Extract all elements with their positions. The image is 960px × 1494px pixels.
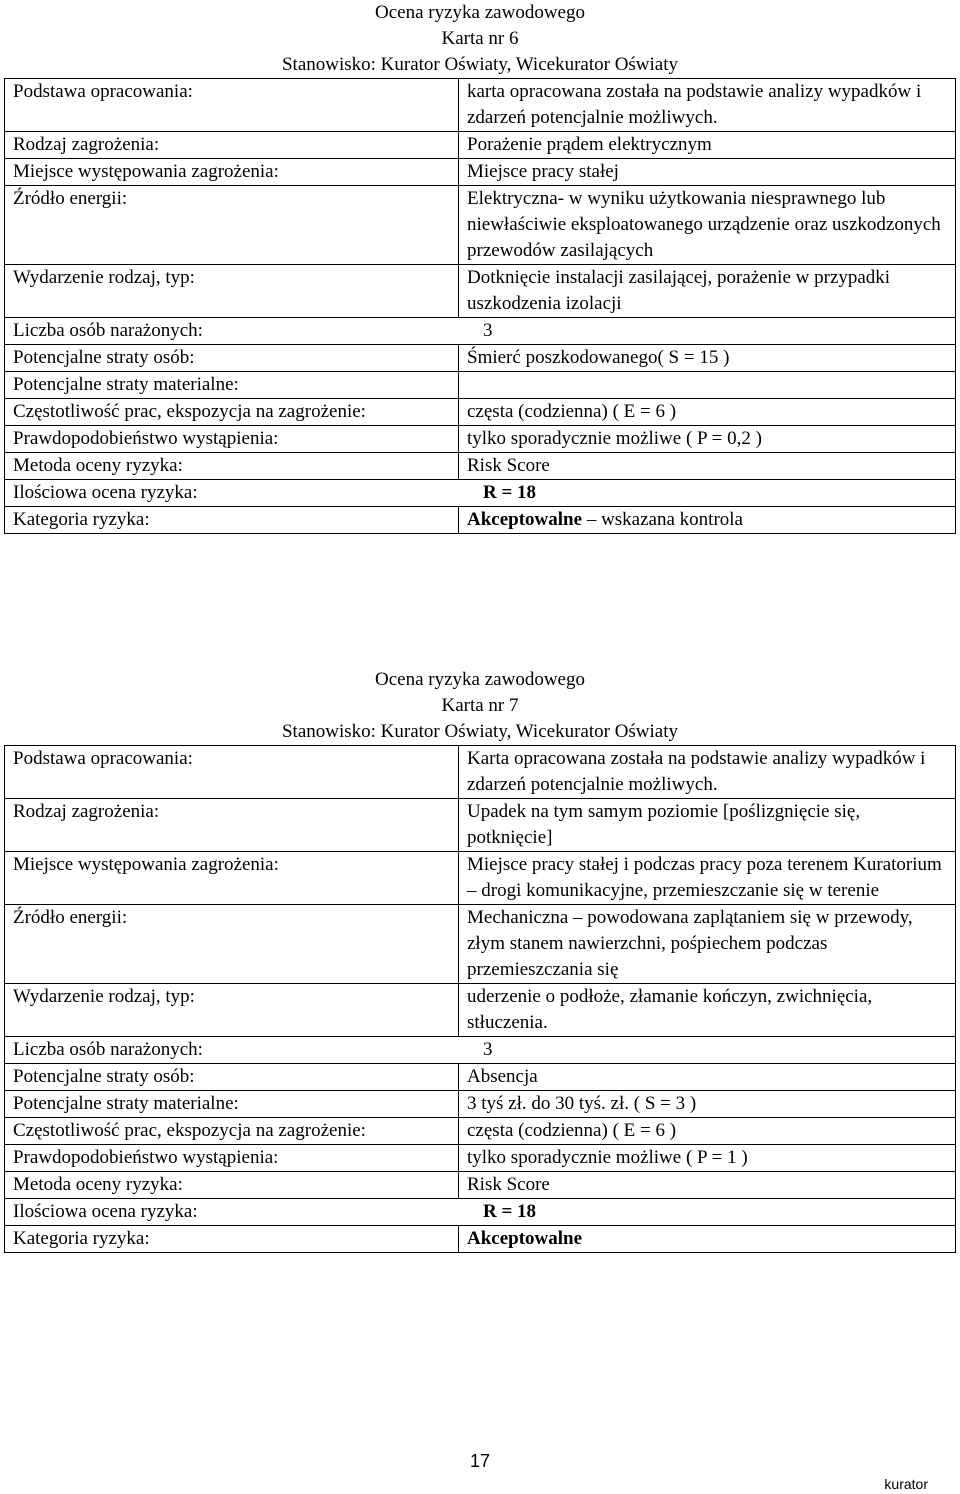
row-value: tylko sporadycznie możliwe ( P = 0,2 ) (459, 426, 956, 453)
table-row (5, 453, 956, 480)
exposed-row (5, 318, 956, 345)
table-row (5, 1064, 956, 1091)
card-number: Karta nr 7 (441, 695, 519, 716)
row-label: Prawdopodobieństwo wystąpienia: (5, 1145, 459, 1172)
table-row (5, 507, 956, 534)
row-value: Elektryczna- w wyniku użytkowania niesprawnego lub niewłaściwie eksploatowanego urządzenie oraz uszkodzonych przewodów zasilających (459, 186, 956, 265)
row-value: Karta opracowana została na podstawie analizy wypadków i zdarzeń potencjalnie możliwych. (459, 746, 956, 799)
table-row (5, 746, 956, 799)
row-label: Potencjalne straty osób: (5, 1064, 459, 1091)
risk-table (4, 78, 956, 534)
row-value: Dotknięcie instalacji zasilającej, porażenie w przypadki uszkodzenia izolacji (459, 265, 956, 318)
table-row (5, 1037, 956, 1064)
category-value: Akceptowalne (459, 1226, 956, 1253)
quant-value: R = 18 (483, 1201, 537, 1222)
row-label: Rodzaj zagrożenia: (5, 132, 459, 159)
quant-row (5, 480, 956, 507)
card-position: Stanowisko: Kurator Oświaty, Wicekurator Oświaty (281, 721, 679, 742)
row-label: Rodzaj zagrożenia: (5, 799, 459, 852)
dash-glyph: – (586, 509, 602, 530)
table-row (5, 426, 956, 453)
card-position: Stanowisko: Kurator Oświaty, Wicekurator Oświaty (281, 54, 679, 75)
category-value: Akceptowalne (467, 509, 583, 530)
table-row (5, 480, 956, 507)
row-label: Metoda oceny ryzyka: (5, 1172, 459, 1199)
row-label: Częstotliwość prac, ekspozycja na zagrożenie: (5, 399, 459, 426)
row-value: Miejsce pracy stałej i podczas pracy poza terenem Kuratorium – drogi komunikacyjne, przemieszczanie się w terenie (459, 852, 956, 905)
row-value: karta opracowana została na podstawie analizy wypadków i zdarzeń potencjalnie możliwych. (459, 79, 956, 132)
quant-value: R = 18 (483, 482, 537, 503)
row-value: Absencja (459, 1064, 956, 1091)
row-label: Źródło energii: (5, 905, 459, 984)
row-value: częsta (codzienna) ( E = 6 ) (459, 1118, 956, 1145)
exposed-label: Liczba osób narażonych: (13, 1039, 203, 1060)
risk-card-6 (4, 0, 956, 534)
page-number: 17 (469, 1451, 491, 1471)
row-label: Wydarzenie rodzaj, typ: (5, 265, 459, 318)
row-label: Metoda oceny ryzyka: (5, 453, 459, 480)
row-label: Częstotliwość prac, ekspozycja na zagrożenie: (5, 1118, 459, 1145)
exposed-value: 3 (483, 320, 493, 341)
quant-row (5, 1199, 956, 1226)
row-value: Śmierć poszkodowanego( S = 15 ) (459, 345, 956, 372)
row-value: Miejsce pracy stałej (459, 159, 956, 186)
table-row (5, 159, 956, 186)
row-value: Upadek na tym samym poziomie [poślizgnięcie się, potknięcie] (459, 799, 956, 852)
table-row (5, 1172, 956, 1199)
row-value: częsta (codzienna) ( E = 6 ) (459, 399, 956, 426)
exposed-value: 3 (483, 1039, 493, 1060)
row-label: Podstawa opracowania: (5, 79, 459, 132)
quant-label: Ilościowa ocena ryzyka: (13, 1201, 198, 1222)
row-value: Risk Score (459, 453, 956, 480)
row-value: uderzenie o podłoże, złamanie kończyn, zwichnięcia, stłuczenia. (459, 984, 956, 1037)
row-label: Prawdopodobieństwo wystąpienia: (5, 426, 459, 453)
row-label: Miejsce występowania zagrożenia: (5, 159, 459, 186)
table-row (5, 1145, 956, 1172)
row-label: Potencjalne straty materialne: (5, 1091, 459, 1118)
row-label: Kategoria ryzyka: (5, 1226, 459, 1253)
table-row (5, 905, 956, 984)
table-row (5, 984, 956, 1037)
row-label: Źródło energii: (5, 186, 459, 265)
table-row (5, 132, 956, 159)
row-value: Mechaniczna – powodowana zaplątaniem się w przewody, złym stanem nawierzchni, pośpiechem podczas przemieszczania się (459, 905, 956, 984)
table-row (5, 79, 956, 132)
row-value: Porażenie prądem elektrycznym (459, 132, 956, 159)
table-row (5, 1226, 956, 1253)
table-row (5, 799, 956, 852)
row-value (459, 372, 956, 399)
quant-label: Ilościowa ocena ryzyka: (13, 482, 198, 503)
row-value: 3 tyś zł. do 30 tyś. zł. ( S = 3 ) (459, 1091, 956, 1118)
row-value: tylko sporadycznie możliwe ( P = 1 ) (459, 1145, 956, 1172)
exposed-row (5, 1037, 956, 1064)
table-row (5, 318, 956, 345)
watermark: kurator (884, 1476, 928, 1492)
table-row (5, 186, 956, 265)
card-title: Ocena ryzyka zawodowego (375, 669, 585, 690)
table-row (5, 345, 956, 372)
category-cell (459, 507, 956, 534)
row-label: Potencjalne straty materialne: (5, 372, 459, 399)
row-label: Miejsce występowania zagrożenia: (5, 852, 459, 905)
row-label: Kategoria ryzyka: (5, 507, 459, 534)
row-label: Wydarzenie rodzaj, typ: (5, 984, 459, 1037)
table-row (5, 1118, 956, 1145)
row-label: Podstawa opracowania: (5, 746, 459, 799)
row-label: Potencjalne straty osób: (5, 345, 459, 372)
risk-card-7 (4, 667, 956, 1253)
row-value: Risk Score (459, 1172, 956, 1199)
risk-table (4, 745, 956, 1253)
category-note: wskazana kontrola (601, 509, 743, 530)
table-row (5, 399, 956, 426)
table-row (5, 372, 956, 399)
table-row (5, 265, 956, 318)
exposed-label: Liczba osób narażonych: (13, 320, 203, 341)
card-title: Ocena ryzyka zawodowego (375, 2, 585, 23)
table-row (5, 1199, 956, 1226)
table-row (5, 1091, 956, 1118)
table-row (5, 852, 956, 905)
card-number: Karta nr 6 (441, 28, 519, 49)
